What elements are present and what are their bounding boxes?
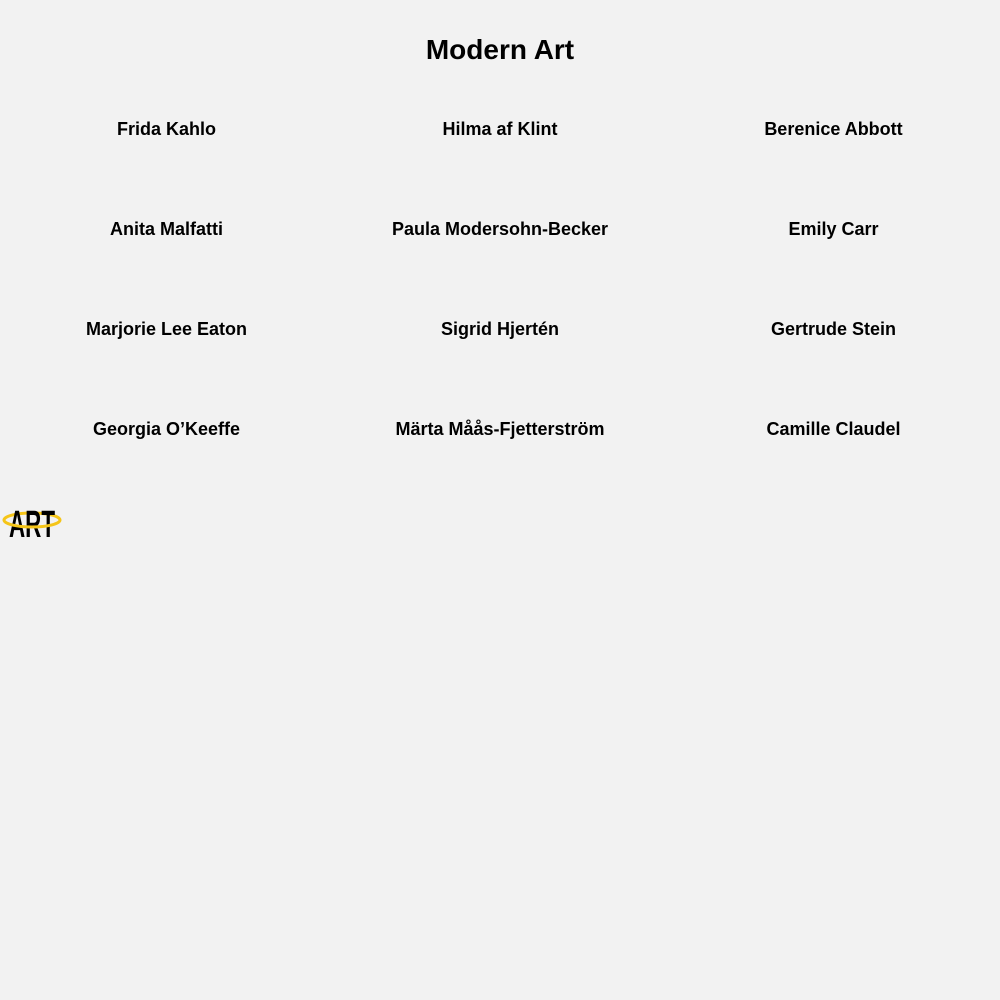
- page-title: Modern Art: [425, 34, 575, 65]
- artist-link-paula-modersohn-becker[interactable]: Paula Modersohn-Becker: [391, 219, 609, 239]
- artist-link-emily-carr[interactable]: Emily Carr: [788, 219, 879, 239]
- artist-link-marjorie-lee-eaton[interactable]: Marjorie Lee Eaton: [85, 319, 248, 339]
- artist-link-berenice-abbott[interactable]: Berenice Abbott: [764, 119, 903, 139]
- artist-link-hilma-af-klint[interactable]: Hilma af Klint: [442, 119, 558, 139]
- artist-link-sigrid-hjerten[interactable]: Sigrid Hjertén: [440, 319, 560, 339]
- logo-text: ART: [9, 504, 55, 546]
- artist-link-camille-claudel[interactable]: Camille Claudel: [766, 419, 901, 439]
- artist-grid: [0, 118, 1000, 518]
- artist-link-frida-kahlo[interactable]: Frida Kahlo: [116, 119, 216, 139]
- artist-link-anita-malfatti[interactable]: Anita Malfatti: [109, 219, 223, 239]
- artist-link-gertrude-stein[interactable]: Gertrude Stein: [770, 319, 897, 339]
- artist-link-georgia-okeeffe[interactable]: Georgia O’Keeffe: [92, 419, 241, 439]
- art-logo-icon: [2, 500, 62, 546]
- artist-link-marta-maas-fjetterstrom[interactable]: Märta Måås-Fjetterström: [395, 419, 605, 439]
- art-logo[interactable]: [2, 500, 62, 546]
